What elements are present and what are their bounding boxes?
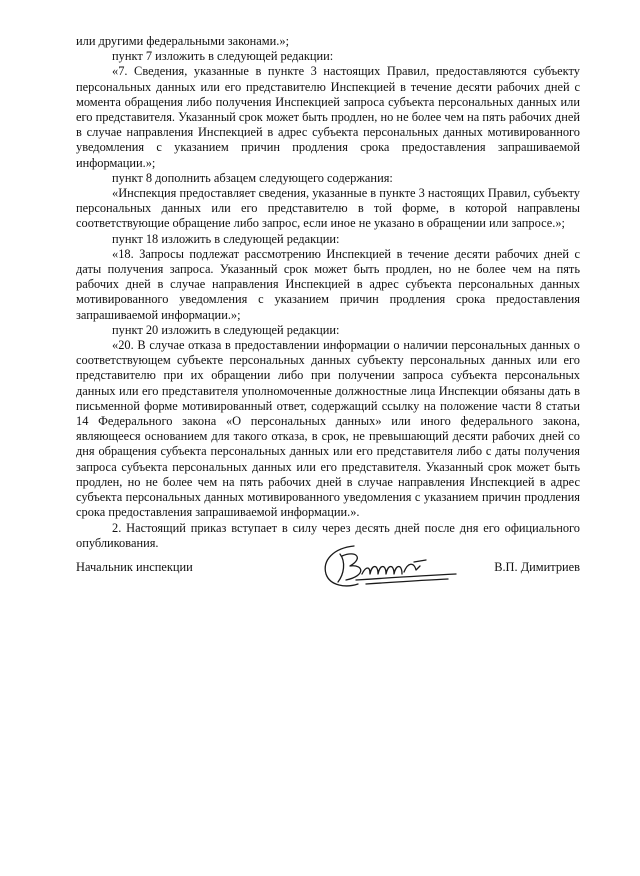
paragraph-item-7-heading: пункт 7 изложить в следующей редакции: (112, 49, 334, 64)
paragraph-item-8-text: «Инспекция предоставляет сведения, указанные в пункте 3 настоящих Правил, субъекту персональных данных или его представителю в той форме, в которой направлены соответствующие обращение либо запрос, если иное не указано в обращении или запросе.»; (76, 186, 580, 231)
signer-position: Начальник инспекции (76, 560, 193, 574)
paragraph-item-8-heading: пункт 8 дополнить абзацем следующего содержания: (112, 170, 393, 185)
paragraph-item-20-text: «20. В случае отказа в предоставлении информации о наличии персональных данных о соответствующем субъекте персональных данных субъекту персональных данных или его представителю при их обращении либо при получении запроса субъекта персональных данных или его представителя уполномоченные должностные лица Инспекции обязаны дать в письменной форме мотивированный ответ, содержащий ссылку на положение части 8 статьи 14 Федерального закона «О персональных данных» или иного федерального закона, являющееся основанием для такого отказа, в срок, не превышающий десяти рабочих дней со дня обращения субъекта персональных данных или его представителя либо с даты получения запроса субъекта персональных данных или его представителя. Указанный срок может быть продлен, но не более чем на пять рабочих дней в случае направления Инспекцией в адрес субъекта персональных данных мотивированного уведомления с указанием причин продления срока предоставления запрашиваемой информации.». (76, 338, 580, 520)
signature-block (76, 550, 580, 600)
document-body (76, 34, 580, 551)
paragraph-continuation: или другими федеральными законами.»; (76, 34, 290, 48)
signer-name: В.П. Димитриев (494, 560, 580, 574)
handwritten-signature-icon (316, 540, 466, 592)
paragraph-effective-date: 2. Настоящий приказ вступает в силу через десять дней после дня его официального опубликования. (76, 520, 580, 550)
paragraph-item-18-heading: пункт 18 изложить в следующей редакции: (112, 231, 340, 246)
paragraph-item-7-text: «7. Сведения, указанные в пункте 3 настоящих Правил, предоставляются субъекту персональных данных или его представителю Инспекцией в течение десяти рабочих дней с момента обращения либо получения Инспекцией запроса субъекта персональных данных или его представителя. Указанный срок может быть продлен, но не более чем на пять рабочих дней в случае направления Инспекцией в адрес субъекта персональных данных мотивированного уведомления с указанием причин продления срока предоставления запрашиваемой информации.»; (76, 64, 580, 170)
paragraph-item-18-text: «18. Запросы подлежат рассмотрению Инспекцией в течение десяти рабочих дней с даты получения запроса. Указанный срок может быть продлен, но не более чем на пять рабочих дней в случае направления Инспекцией в адрес субъекта персональных данных мотивированного уведомления с указанием причин продления срока предоставления запрашиваемой информации.»; (76, 246, 580, 322)
paragraph-item-20-heading: пункт 20 изложить в следующей редакции: (112, 322, 340, 337)
